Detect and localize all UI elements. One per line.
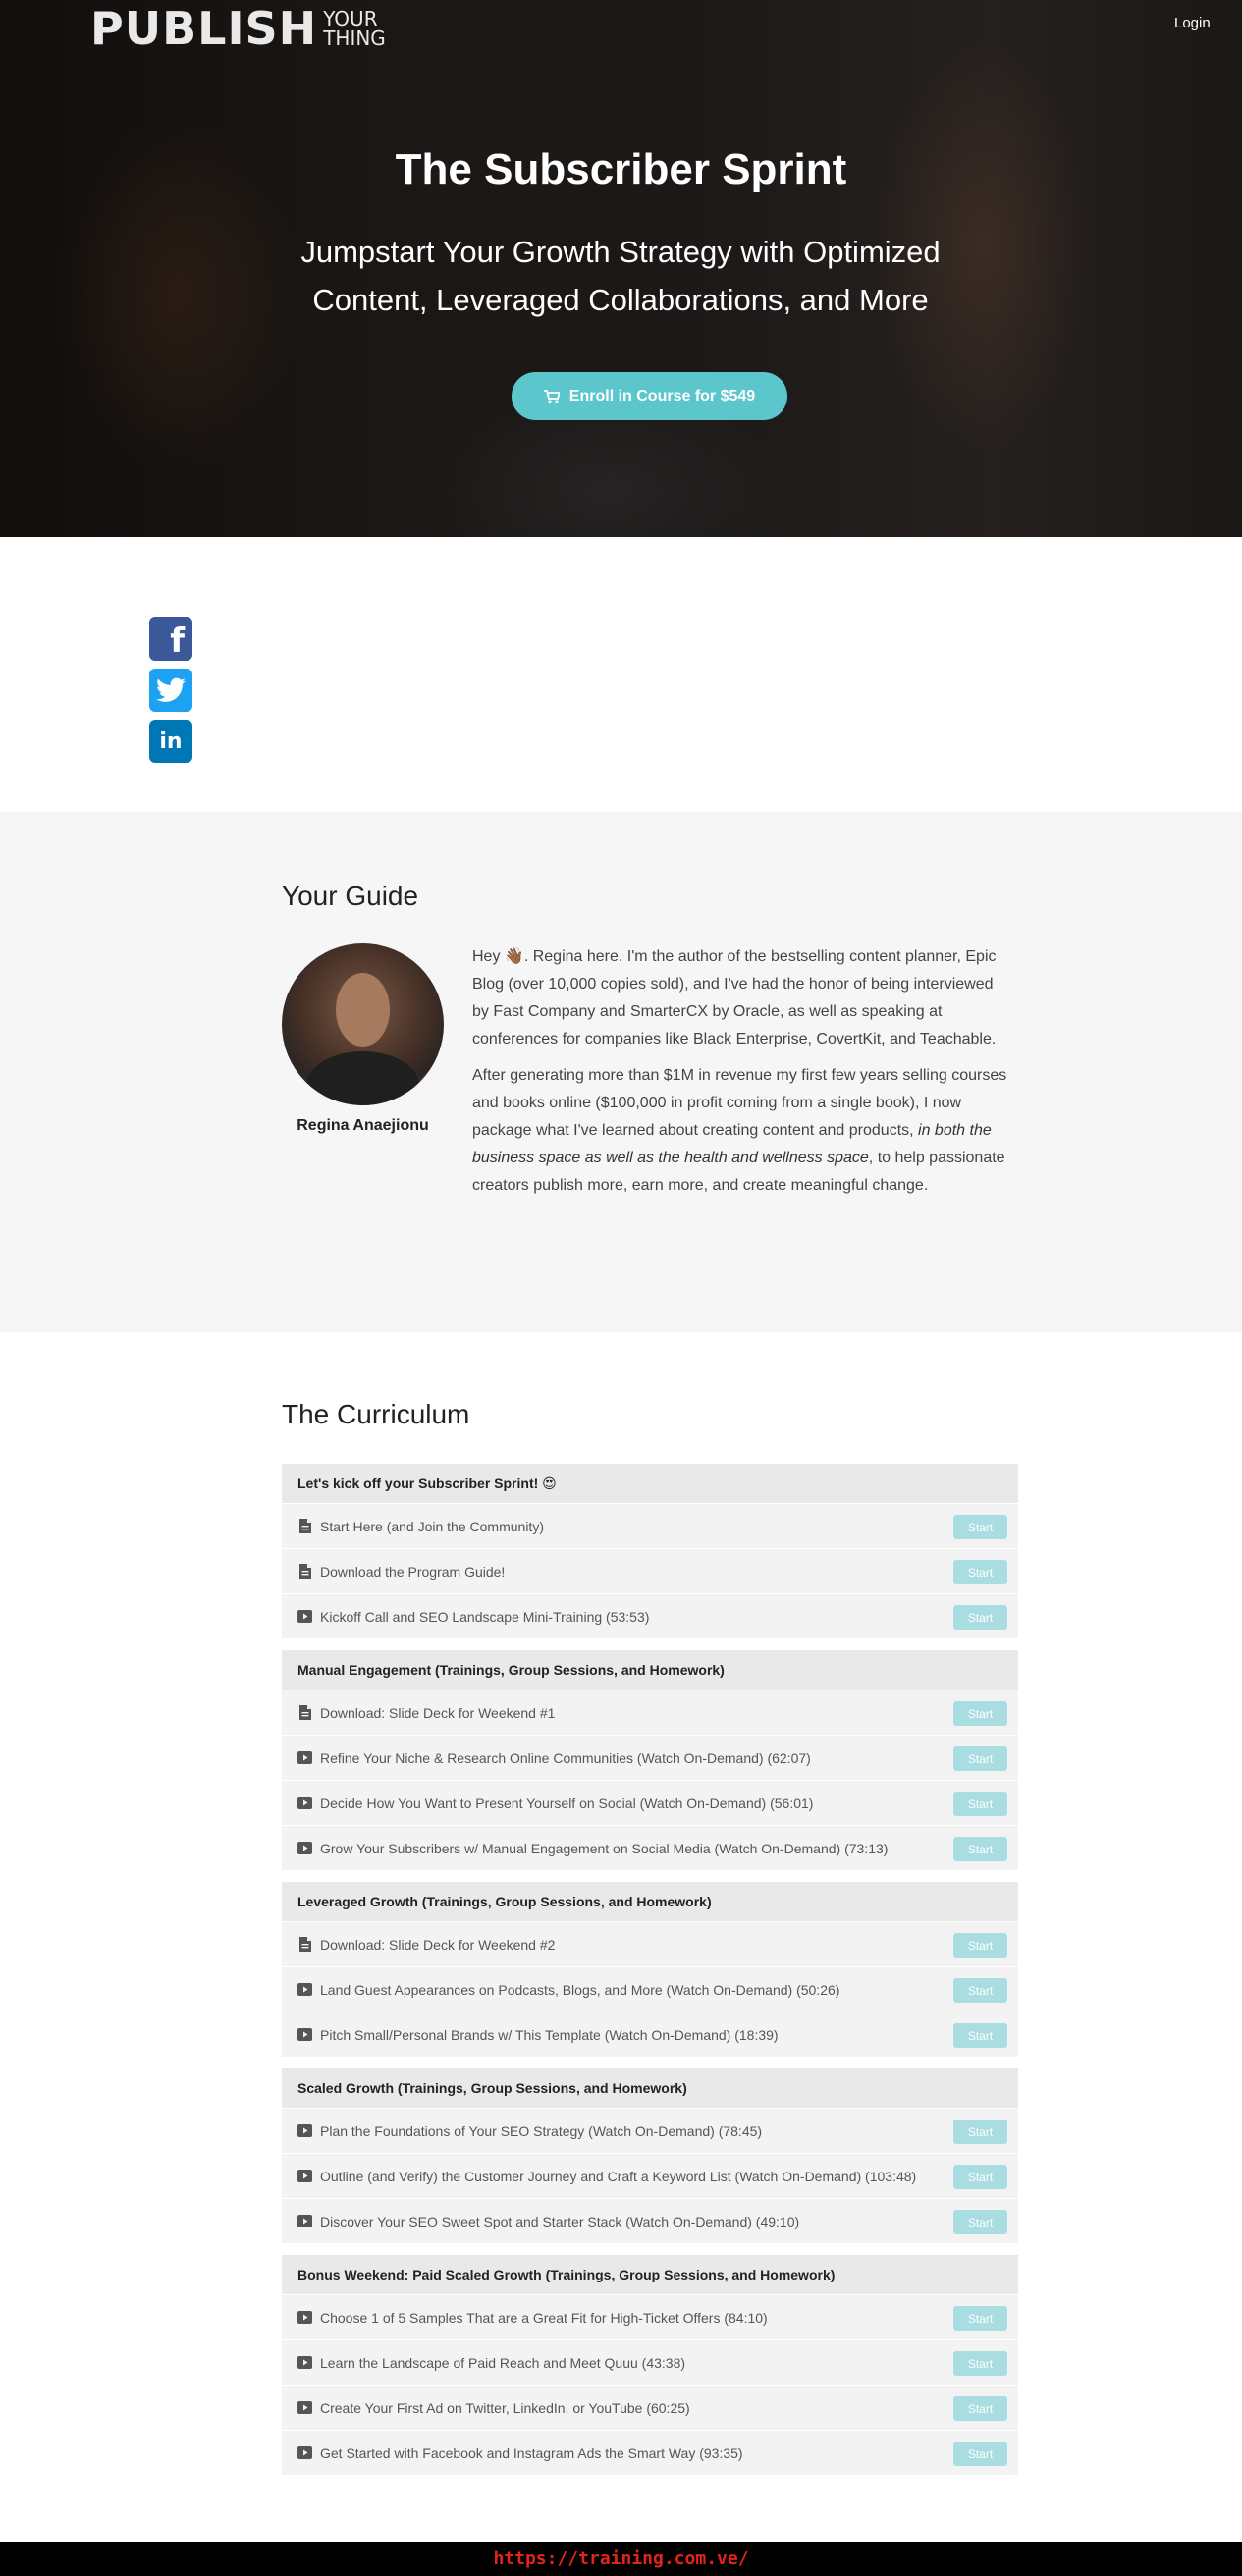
start-button[interactable]: Start <box>953 2210 1007 2234</box>
video-icon <box>297 1750 312 1765</box>
guide-section <box>0 812 1242 1332</box>
document-icon <box>297 1519 312 1533</box>
lecture-row[interactable] <box>282 1548 1018 1593</box>
section-title: Let's kick off your Subscriber Sprint! 😍 <box>282 1464 1018 1503</box>
section-title: Manual Engagement (Trainings, Group Sessions, and Homework) <box>282 1650 1018 1690</box>
start-button[interactable]: Start <box>953 1605 1007 1630</box>
lecture-title: Download the Program Guide! <box>320 1563 506 1580</box>
lecture-row[interactable] <box>282 2430 1018 2475</box>
video-icon <box>297 2214 312 2228</box>
lecture-row[interactable] <box>282 2385 1018 2430</box>
lecture-title: Create Your First Ad on Twitter, LinkedIn, or YouTube (60:25) <box>320 2399 690 2416</box>
guide-bio-paragraph-2 <box>472 1062 1012 1200</box>
enroll-button-label: Enroll in Course for $549 <box>568 387 756 404</box>
lecture-row[interactable] <box>282 1825 1018 1870</box>
logo-sub-line-1: YOUR <box>323 7 378 30</box>
document-icon <box>297 1705 312 1720</box>
start-button[interactable]: Start <box>953 2442 1007 2466</box>
start-button[interactable]: Start <box>953 1933 1007 1958</box>
lecture-title: Get Started with Facebook and Instagram Ads the Smart Way (93:35) <box>320 2444 743 2461</box>
lecture-row[interactable] <box>282 1921 1018 1966</box>
curriculum-section <box>282 2255 1018 2475</box>
linkedin-icon: in <box>159 728 183 754</box>
document-icon <box>297 1564 312 1579</box>
lecture-row[interactable] <box>282 2198 1018 2243</box>
linkedin-share-button[interactable] <box>149 720 192 763</box>
course-subtitle: Jumpstart Your Growth Strategy with Optimized Content, Leveraged Collaborations, and More <box>300 235 941 317</box>
lecture-title: Download: Slide Deck for Weekend #1 <box>320 1704 556 1721</box>
curriculum-heading: The Curriculum <box>282 1399 470 1429</box>
avatar <box>282 943 444 1105</box>
twitter-icon <box>156 677 186 703</box>
curriculum-section <box>282 1882 1018 2057</box>
start-button[interactable]: Start <box>953 1792 1007 1816</box>
lecture-row[interactable] <box>282 1735 1018 1780</box>
curriculum-list <box>282 1464 1018 2487</box>
lecture-title: Plan the Foundations of Your SEO Strategy (Watch On-Demand) (78:45) <box>320 2122 763 2139</box>
video-icon <box>297 1982 312 1997</box>
start-button[interactable]: Start <box>953 1746 1007 1771</box>
footer-url[interactable]: https://training.com.ve/ <box>493 2549 749 2569</box>
guide-name: Regina Anaejionu <box>297 1117 429 1134</box>
start-button[interactable]: Start <box>953 1978 1007 2003</box>
curriculum-section <box>282 2068 1018 2243</box>
lecture-title: Kickoff Call and SEO Landscape Mini-Training (53:53) <box>320 1608 650 1625</box>
hero-banner <box>0 0 1242 537</box>
lecture-row[interactable] <box>282 2294 1018 2339</box>
video-icon <box>297 2123 312 2138</box>
lecture-row[interactable] <box>282 2108 1018 2153</box>
brand-logo[interactable] <box>90 4 386 53</box>
lecture-title: Decide How You Want to Present Yourself on Social (Watch On-Demand) (56:01) <box>320 1795 814 1811</box>
start-button[interactable]: Start <box>953 2023 1007 2048</box>
start-button[interactable]: Start <box>953 2351 1007 2376</box>
start-button[interactable]: Start <box>953 1701 1007 1726</box>
section-title: Bonus Weekend: Paid Scaled Growth (Trainings, Group Sessions, and Homework) <box>282 2255 1018 2294</box>
lecture-row[interactable] <box>282 1503 1018 1548</box>
facebook-share-button[interactable] <box>149 617 192 661</box>
lecture-title: Start Here (and Join the Community) <box>320 1518 544 1534</box>
start-button[interactable]: Start <box>953 2120 1007 2144</box>
lecture-title: Choose 1 of 5 Samples That are a Great Fit for High-Ticket Offers (84:10) <box>320 2309 768 2326</box>
start-button[interactable]: Start <box>953 1560 1007 1584</box>
lecture-title: Pitch Small/Personal Brands w/ This Template (Watch On-Demand) (18:39) <box>320 2026 779 2043</box>
lecture-title: Download: Slide Deck for Weekend #2 <box>320 1936 556 1953</box>
twitter-share-button[interactable] <box>149 669 192 712</box>
document-icon <box>297 1937 312 1952</box>
lecture-row[interactable] <box>282 1780 1018 1825</box>
guide-bio <box>472 943 1012 1200</box>
guide-bio-p2-emphasis: in both the business space as well as the health and wellness space <box>472 1122 992 1166</box>
curriculum-section <box>282 1464 1018 1638</box>
cart-icon <box>544 390 560 403</box>
lecture-title: Discover Your SEO Sweet Spot and Starter Stack (Watch On-Demand) (49:10) <box>320 2213 800 2229</box>
video-icon <box>297 2355 312 2370</box>
avatar-face <box>336 973 390 1046</box>
video-icon <box>297 2445 312 2460</box>
login-link[interactable]: Login <box>1174 15 1211 31</box>
logo-sub-line-2: THING <box>323 27 386 50</box>
lecture-row[interactable] <box>282 2339 1018 2385</box>
video-icon <box>297 1796 312 1810</box>
lecture-title: Outline (and Verify) the Customer Journey and Craft a Keyword List (Watch On-Demand) (103:48) <box>320 2168 917 2184</box>
lecture-row[interactable] <box>282 1966 1018 2012</box>
video-icon <box>297 2400 312 2415</box>
video-icon <box>297 2169 312 2183</box>
curriculum-section <box>282 1650 1018 1870</box>
video-icon <box>297 1841 312 1855</box>
start-button[interactable]: Start <box>953 2165 1007 2189</box>
video-icon <box>297 2027 312 2042</box>
guide-heading: Your Guide <box>282 881 419 911</box>
lecture-title: Refine Your Niche & Research Online Communities (Watch On-Demand) (62:07) <box>320 1749 811 1766</box>
guide-bio-p2-end: , to help passionate creators publish more, earn more, and create meaningful change. <box>472 1150 1005 1194</box>
start-button[interactable]: Start <box>953 1837 1007 1861</box>
logo-sub-text <box>323 9 386 48</box>
lecture-title: Grow Your Subscribers w/ Manual Engagement on Social Media (Watch On-Demand) (73:13) <box>320 1840 889 1856</box>
lecture-row[interactable] <box>282 2012 1018 2057</box>
lecture-title: Learn the Landscape of Paid Reach and Meet Quuu (43:38) <box>320 2354 686 2371</box>
guide-bio-p2-start: After generating more than $1M in revenue my first few years selling courses and books online ($100,000 in profit coming from a single book), I now package what I've learned about creating content and products, <box>472 1067 1007 1139</box>
course-title: The Subscriber Sprint <box>395 145 847 193</box>
section-title: Leveraged Growth (Trainings, Group Sessions, and Homework) <box>282 1882 1018 1921</box>
logo-main-text: PUBLISH <box>90 2 318 55</box>
enroll-button[interactable] <box>512 372 787 420</box>
lecture-row[interactable] <box>282 1593 1018 1638</box>
video-icon <box>297 2310 312 2325</box>
lecture-title: Land Guest Appearances on Podcasts, Blogs, and More (Watch On-Demand) (50:26) <box>320 1981 840 1998</box>
start-button[interactable]: Start <box>953 2306 1007 2331</box>
guide-bio-paragraph-1: Hey 👋🏾. Regina here. I'm the author of the bestselling content planner, Epic Blog (over 10,000 copies sold), and I've had the honor of being interviewed by Fast Company and SmarterCX by Oracle, as well as speaking at conferences for companies like Black Enterprise, CovertKit, and Teachable. <box>472 948 997 1047</box>
section-title: Scaled Growth (Trainings, Group Sessions, and Homework) <box>282 2068 1018 2108</box>
facebook-icon: f <box>170 621 185 661</box>
social-share-bar <box>149 617 192 763</box>
start-button[interactable]: Start <box>953 1515 1007 1539</box>
start-button[interactable]: Start <box>953 2396 1007 2421</box>
lecture-row[interactable] <box>282 2153 1018 2198</box>
footer-bar <box>0 2542 1242 2576</box>
avatar-body <box>306 1051 419 1105</box>
lecture-row[interactable] <box>282 1690 1018 1735</box>
video-icon <box>297 1609 312 1624</box>
